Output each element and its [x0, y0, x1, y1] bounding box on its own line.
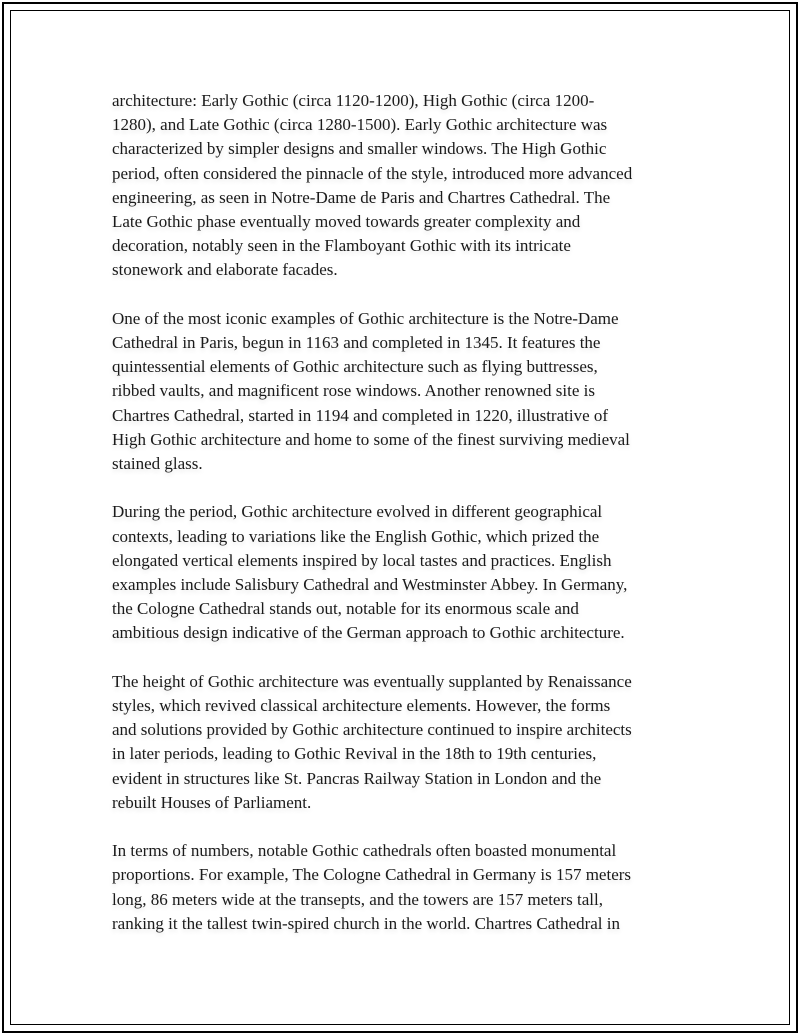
paragraph-regional-variations: During the period, Gothic architecture evolved in different geographical contexts, leading to variations like the English Gothic, which prized the elongated vertical elements inspired by local tastes and practices. English examples include Salisbury Cathedral and Westminster Abbey. In Germany, the Cologne Cathedral stands out, notable for its enormous scale and ambitious design indicative of the German approach to Gothic architecture.: [112, 502, 628, 643]
paragraph-cathedral-dimensions: In terms of numbers, notable Gothic cathedrals often boasted monumental proportions. For example, The Cologne Cathedral in Germany is 157 meters long, 86 meters wide at the transepts, and the towers are 157 meters tall, ranking it the tallest twin-spired church in the world. Chartres Cathedral in: [112, 841, 632, 933]
paragraph-gothic-periods: architecture: Early Gothic (circa 1120-1200), High Gothic (circa 1200- 1280), and Late Gothic (circa 1280-1500). Early Gothic architecture was characterized by simpler designs and smaller windows. The High Gothic period, often considered the pinnacle of the style, introduced more advanced engineering, as seen in Notre-Dame de Paris and Chartres Cathedral. The Late Gothic phase eventually moved towards greater complexity and decoration, notably seen in the Flamboyant Gothic with its intricate stonework and elaborate facades.: [112, 91, 633, 280]
paragraph-gothic-revival: The height of Gothic architecture was eventually supplanted by Renaissance styles, which revived classical architecture elements. However, the forms and solutions provided by Gothic architecture continued to inspire architects in later periods, leading to Gothic Revival in the 18th to 19th centuries, evident in structures like St. Pancras Railway Station in London and the rebuilt Houses of Parliament.: [112, 671, 632, 812]
document-body: [112, 89, 682, 960]
paragraph-notre-dame-chartres: One of the most iconic examples of Gothic architecture is the Notre-Dame Cathedral in Paris, begun in 1163 and completed in 1345. It features the quintessential elements of Gothic architecture such as flying buttresses, ribbed vaults, and magnificent rose windows. Another renowned site is Chartres Cathedral, started in 1194 and completed in 1220, illustrative of High Gothic architecture and home to some of the finest surviving medieval stained glass.: [112, 308, 630, 474]
